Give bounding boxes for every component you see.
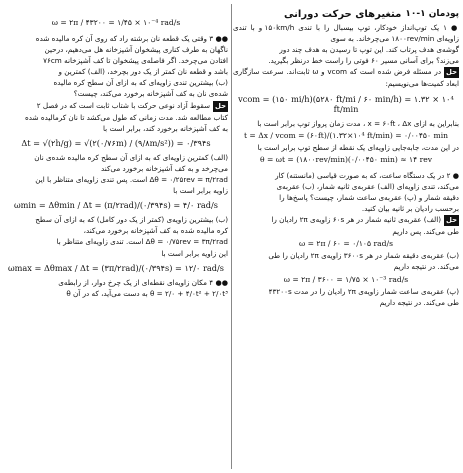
equation: ωmin = Δθmin / Δt = (π/۲rad)/(۰/۳۹۴s) = ۴/۰ rad/s <box>13 200 218 211</box>
text-line: کتاب مطالعه شد. مدت زمانی که طول می‌کشد تا نان کرمالیده شده <box>24 112 228 122</box>
equation: vcom = (۱۵۰ mi/h)(۵۲۸۰ ft/mi / ۶۰ min/h) = ۱.۳۲ × ۱۰⁴ ft/min <box>238 93 454 114</box>
problem-4-line: ●● ۴ مکان زاویه‌ای نقطه‌ای از یک چرخ دوار، از رابطه‌ی <box>58 277 228 287</box>
equation: ω = ۲π / ۶۰ = ۰/۱۰۵ rad/s <box>299 239 393 249</box>
problem-3-line: افتادن می‌چرخد. اگر فاصله‌ی پیشخوان تا کف آشپزخانه ۷۶cm <box>43 56 228 66</box>
text-line: طی می‌کند. پس داریم <box>392 227 459 237</box>
column-divider <box>231 4 232 469</box>
text-line: می‌کند. در نتیجه داریم <box>393 262 459 272</box>
text-line: بنابراین به ازای x = ۶۰ft ، Δx ، مدت زمان پرواز توپ برابر است با <box>257 118 459 128</box>
solution-label: حل <box>444 215 459 226</box>
problem-3-line: (ب) بیشترین تندی زاویه‌ای که به ازای آن سطح کره مالیده <box>53 78 228 88</box>
left-column <box>4 0 228 473</box>
problem-2-line: برحسب رادیان بر ثانیه بیان کنید. <box>361 204 459 214</box>
text-line: این زاویه برابر است با <box>161 248 228 258</box>
solution-label: حل <box>213 101 228 112</box>
problem-2-line: می‌کند، تندی زاویه‌ای (الف) عقربه‌ی ثانیه شمار، (ب) عقربه‌ی <box>276 181 459 191</box>
text-line: می‌چرخد و به کف آشپزخانه برخورد می‌کند <box>101 163 228 173</box>
text-line: کره مالیده شده به کف آشپزخانه برخورد می‌کند، <box>83 226 228 236</box>
solution-2-line <box>233 214 459 226</box>
text-line: زاویه برابر است با <box>173 186 228 196</box>
solution-text: (الف) عقربه‌ی ثانیه شمار در هر ۶۰s زاویه‌ی ۲π رادیان را <box>271 215 442 225</box>
text-line: Δθ = ۰/۲۵rev = π/۲rad است. پس تندی زاویه‌ای متناظر با این <box>35 175 228 185</box>
section-header <box>233 6 459 22</box>
problem-4-line: θ = ۲/۰ + ۴/۰t² + ۲/۰t³ به دست می‌آید، که در آن θ <box>66 288 228 298</box>
problem-2-line: دقیقه شمار و (پ) عقربه‌ی ساعت شمار، چیست؟ پاسخ‌ها را <box>279 192 459 202</box>
text-line: (ب) عقربه‌ی دقیقه شمار در هر ۳۶۰۰s زاویه‌ی ۲π رادیان را طی <box>268 251 459 261</box>
problem-1-line: می‌زند؟ برای آسانی مسیر ۶۰ فوتی را راست خط درنظر بگیرید. <box>268 56 459 66</box>
solution-label: حل <box>444 67 459 78</box>
text-line: (الف) کمترین زاویه‌ای که به ازای آن سطح کره مالیده شده‌ی نان <box>34 152 228 162</box>
equation: ω = ۲π / ۳۶۰۰ = ۱/۷۵ × ۱۰⁻³ rad/s <box>283 274 409 284</box>
text-line: طی می‌کند. در نتیجه داریم <box>379 297 459 307</box>
solution-1-line <box>233 66 459 89</box>
solution-text: سقوط آزاد نوعی حرکت با شتاب ثابت است که در فصل ۲ <box>36 100 211 110</box>
text-line: به کف آشپزخانه برخورد کند، برابر است با <box>102 123 228 133</box>
text-line: Δθ = ۰/۷۵rev = ۳π/۲rad است. تندی زاویه‌ای متناظر با <box>56 237 228 247</box>
problem-3-line: باشد و قطعه نان کمتر از یک دور بچرخد، (الف) کمترین و <box>58 67 228 77</box>
problem-3-line: ●● ۳ وقتی یک قطعه نان برشته راد که روی آن کره مالیده شده <box>35 34 228 43</box>
text-line: (ب) بیشترین زاویه‌ی (کمتر از یک دور کامل) که به ازای آن سطح <box>35 215 228 225</box>
equation: t = Δx / vcom = (۶۰ft)/(۱.۳۲×۱۰⁴ ft/min) = ۰/۰۰۴۵۰ min <box>243 130 449 140</box>
problem-1-line: ● ۱ یک توپ‌انداز خودکار، توپ بیسبال را با تندی ۱۵۰km/h و با تندی زاویه‌ای ۱۸۰۰rev/min می‌چرخاند. به سوی <box>233 23 459 44</box>
problem-1-line: گوشه‌ی هدف پرتاب کند. این توپ تا رسیدن به هدف چند دور <box>279 45 459 55</box>
solution-text: در مسئله فرض شده است که vcom و ω ثابت‌اند. سرعت سازگاری ابعاد کمیت‌ها می‌نویسیم: <box>233 67 459 89</box>
section-number: پودمان ۱-۱۰ <box>405 9 459 19</box>
text-line: در این مدت، جابه‌جایی زاویه‌ای یک نقطه از سطح توپ برابر است با <box>257 142 459 152</box>
right-column <box>233 0 459 473</box>
equation: ω = ۲π / ۴۳۲۰۰ = ۱/۴۵ × ۱۰⁻⁴ rad/s <box>51 18 181 27</box>
equation: Δt = √(۲h/g) = √(۲(۰/۷۶m) / (۹/۸m/s²)) = ۰/۳۹۴s <box>21 137 211 148</box>
text-line: (پ) عقربه‌ی ساعت شمار زاویه‌ی ۲π رادیان را در مدت ۴۳۲۰۰s <box>268 286 459 296</box>
problem-3-line: ناگهان به طرف کناری پیشخوان آشپزخانه هل می‌دهیم، درحین <box>44 45 228 55</box>
section-title: متغیرهای حرکت دورانی <box>284 8 402 20</box>
equation: θ = ωt = (۱۸۰۰rev/min)(۰/۰۰۴۵۰ min) ≈ ۱۴ rev <box>260 154 432 164</box>
problem-3-line: شده‌ی نان به کف آشپزخانه برخورد می‌کند، چیست؟ <box>73 89 228 99</box>
solution-3-line <box>4 100 228 112</box>
problem-2-line: ● ۲ در یک دستگاه ساعت، که به صورت قیاسی (مانستنه) کار <box>275 170 459 180</box>
equation: ωmax = Δθmax / Δt = (۳π/۲rad)/(۰/۳۹۴s) = ۱۲/۰ rad/s <box>7 262 224 273</box>
